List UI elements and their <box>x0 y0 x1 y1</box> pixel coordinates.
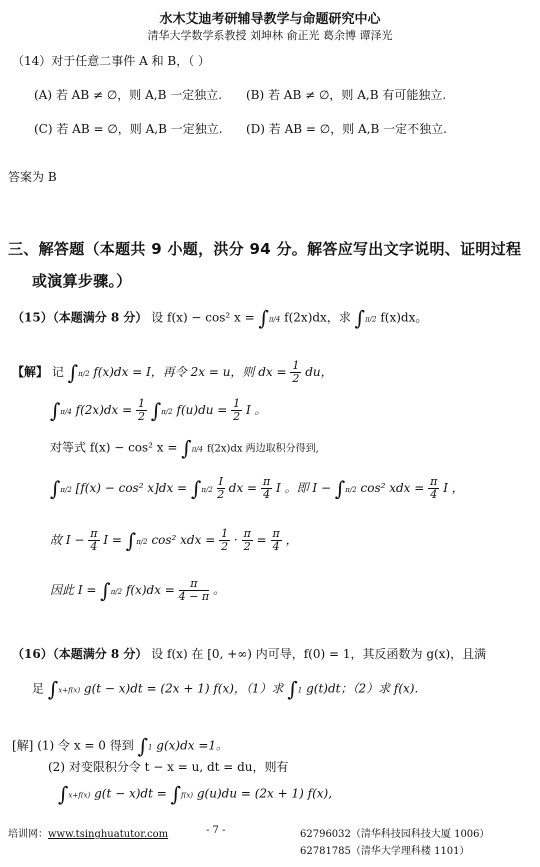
sol15-l1c: du， <box>305 365 333 379</box>
sol15-l4e: I ， <box>443 481 464 495</box>
fraction-pi-over-4: $\frac{\pi}{4}$ <box>272 527 280 553</box>
sol15-line1 <box>12 360 333 385</box>
integral-sign: ∫ <box>258 306 269 330</box>
sol15-l2c: I 。 <box>246 403 267 417</box>
q15-text-b: f(2x)dx，求 <box>284 310 351 325</box>
sol16-line3 <box>58 782 332 806</box>
integral-sign: ∫ <box>181 436 192 460</box>
sol15-l5e: = <box>256 533 267 547</box>
sol16-p1b: g(x)dx =1。 <box>156 738 229 753</box>
sol16-line1 <box>12 734 228 758</box>
q15-text-a: 设 f(x) − cos² x = <box>151 310 255 325</box>
q14-option-a: (A) 若 AB ≠ ∅，则 A,B 一定独立. <box>34 88 223 102</box>
upper-limit: π/2 <box>365 315 377 324</box>
footer-phone-2: 62781785（清华大学理科楼 1101） <box>300 846 470 857</box>
footer-site-label: 培训网： <box>8 829 48 840</box>
integral-sign: ∫ <box>58 782 69 806</box>
sol15-l4c: I 。即 I − <box>276 481 331 495</box>
upper-limit: π/2 <box>345 486 357 494</box>
integral-sign: ∫ <box>170 782 182 806</box>
fraction-one-half: $\frac{1}{2}$ <box>233 397 241 423</box>
integral-sign: ∫ <box>50 398 61 423</box>
header-title: 水木艾迪考研辅导教学与命题研究中心 <box>159 12 381 27</box>
fraction-pi-over-4: $\frac{\pi}{4}$ <box>430 475 438 501</box>
sol16-p3b: g(u)du = (2x + 1) f(x), <box>196 786 333 801</box>
q16-line1 <box>12 645 486 662</box>
q14-option-b: (B) 若 AB ≠ ∅，则 A,B 有可能独立. <box>246 88 447 102</box>
sol15-lead: 【解】 <box>12 365 49 379</box>
fraction-pi-over-4-minus-pi: $\frac{\pi}{4 - \pi}$ <box>178 577 210 603</box>
q16-text-d: g(t)dt；（2）求 f(x). <box>306 681 419 696</box>
q14-stem: （14）对于任意二事件 A 和 B，（ ） <box>12 54 211 68</box>
fraction-pi-over-4: $\frac{\pi}{4}$ <box>262 475 271 501</box>
sol15-l5b: I = <box>103 533 122 547</box>
sol15-l6c: 。 <box>212 583 225 597</box>
sol15-l1b: f(x)dx = I，再令 2x = u，则 dx = <box>93 365 287 379</box>
integral-sign: ∫ <box>334 476 346 501</box>
integral-sign: ∫ <box>190 476 202 501</box>
sol16-line2: (2) 对变限积分令 t − x = u, dt = du，则有 <box>48 760 289 774</box>
integral-sign: ∫ <box>125 528 137 553</box>
upper-limit: π/2 <box>60 486 72 494</box>
section3-heading: 三、解答题（本题共 9 小题，洪分 94 分。解答应写出文字说明、证明过程 <box>8 240 522 258</box>
integral-sign: ∫ <box>47 677 59 701</box>
sol15-l3b: f(2x)dx 两边取积分得到, <box>206 443 319 455</box>
fraction-one-half: $\frac{1}{2}$ <box>221 527 229 553</box>
sol15-l2a: f(2x)dx = <box>75 403 133 417</box>
q14-answer: 答案为 B <box>8 170 57 184</box>
fraction-pi-over-2: $\frac{\pi}{2}$ <box>243 527 251 553</box>
sol15-l4d: cos² xdx = <box>360 481 425 495</box>
fraction-i-over-2: $\frac{I}{2}$ <box>217 475 225 501</box>
header-authors: 清华大学数学系教授 刘坤林 俞正光 葛余博 谭泽光 <box>147 29 393 42</box>
sol15-l2b: f(u)du = <box>176 403 228 417</box>
sol15-l4a: [f(x) − cos² x]dx = <box>75 481 188 495</box>
sol15-l5a: 故 I − <box>50 533 85 547</box>
sol16-p3a: g(t − x)dt = <box>94 786 167 801</box>
upper-limit: 1 <box>297 686 303 695</box>
sol15-l5f: ， <box>285 533 298 547</box>
sol15-line6 <box>50 578 225 603</box>
sol15-line2 <box>50 398 267 423</box>
upper-limit: π/2 <box>161 408 173 416</box>
sol15-line4 <box>50 476 464 501</box>
sol15-l5c: cos² xdx = <box>151 533 216 547</box>
sol15-line5 <box>50 528 298 553</box>
upper-limit: π/2 <box>78 370 90 378</box>
integral-sign: ∫ <box>50 476 61 501</box>
q15-question <box>12 306 427 330</box>
upper-limit: π/2 <box>136 538 148 546</box>
section3-heading-cont: 或演算步骤。） <box>32 272 132 290</box>
integral-sign: ∫ <box>100 578 111 603</box>
integral-sign: ∫ <box>67 360 79 385</box>
footer-site <box>8 825 168 840</box>
fraction-one-half: $\frac{1}{2}$ <box>138 397 146 423</box>
q14-option-d: (D) 若 AB = ∅，则 A,B 一定不独立. <box>246 122 447 136</box>
q16-text-c: g(t − x)dt = (2x + 1) f(x)，（1）求 <box>83 681 284 696</box>
footer-page-number: - 7 - <box>206 825 226 836</box>
q16-text-b: 足 <box>32 681 45 696</box>
sol15-l6b: f(x)dx = <box>125 583 175 597</box>
sol15-l1a: 记 <box>51 365 64 379</box>
sol15-l6a: 因此 I = <box>50 583 97 597</box>
footer-site-link[interactable]: www.tsinghuatutor.com <box>48 829 169 840</box>
q15-label: （15）（本题满分 8 分） <box>12 310 148 325</box>
upper-limit: π/4 <box>268 315 281 324</box>
integral-sign: ∫ <box>137 734 148 758</box>
fraction-one-half: $\frac{1}{2}$ <box>292 359 300 385</box>
sol15-l5d: · <box>233 533 238 547</box>
footer-phone-1: 62796032（清华科技园科技大厦 1006） <box>300 829 490 840</box>
q14-option-c: (C) 若 AB = ∅，则 A,B 一定独立. <box>34 122 223 136</box>
upper-limit: x+f(x) <box>68 791 91 800</box>
integral-sign: ∫ <box>354 306 366 330</box>
q16-text-a: 设 f(x) 在 [0, +∞) 内可导，f(0) = 1，其反函数为 g(x)，且满 <box>151 647 487 661</box>
integral-sign: ∫ <box>150 398 162 423</box>
upper-limit: π/2 <box>201 486 213 494</box>
sol15-line3 <box>50 436 319 460</box>
q15-text-c: f(x)dx。 <box>380 310 428 325</box>
fraction-pi-over-4: $\frac{\pi}{4}$ <box>90 527 98 553</box>
sol16-p1a: (1) 令 x = 0 得到 <box>37 738 134 753</box>
upper-limit: π/4 <box>60 408 72 416</box>
q16-line2 <box>32 677 418 701</box>
q16-label: （16）（本题满分 8 分） <box>12 647 148 661</box>
integral-sign: ∫ <box>287 677 298 701</box>
sol16-lead: [解] <box>12 738 34 753</box>
sol15-l3a: 对等式 f(x) − cos² x = <box>50 440 178 455</box>
sol15-l4b: dx = <box>228 481 258 495</box>
upper-limit: f(x) <box>181 791 194 800</box>
upper-limit: π/4 <box>191 445 204 454</box>
upper-limit: π/2 <box>110 588 123 596</box>
upper-limit: 1 <box>147 743 153 752</box>
upper-limit: x+f(x) <box>58 686 81 695</box>
